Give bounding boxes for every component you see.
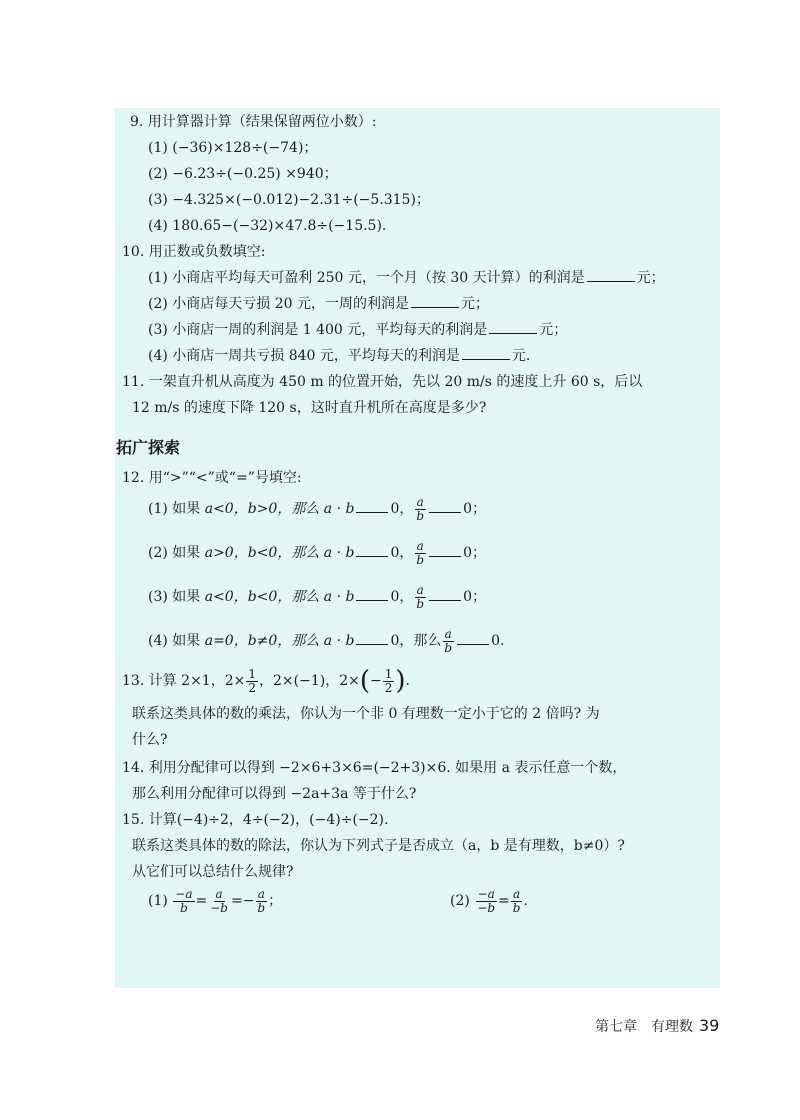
answer-blank[interactable]: [356, 555, 388, 557]
q12-item-2: (2) 如果 a>0，b<0，那么 a · b 0， $\frac{a}{b}$ 0；: [148, 539, 486, 567]
fraction-one-half: $\frac{1}{2}$: [384, 667, 393, 695]
q14-line-1: 14. 利用分配律可以得到 −2×6+3×6=(−2+3)×6. 如果用 a 表示任意一个数，: [122, 760, 627, 776]
fraction-a-over-b: $\frac{a}{b}$: [416, 495, 425, 523]
section-title: 拓广探索: [116, 438, 181, 457]
answer-blank[interactable]: [429, 599, 461, 601]
q12-heading: 12. 用“>”“<”或“=”号填空:: [122, 470, 302, 486]
fraction: $\frac{a}{b}$: [512, 887, 521, 915]
fraction-a-over-b: $\frac{a}{b}$: [416, 583, 425, 611]
q9-item-4: (4) 180.65−(−32)×47.8÷(−15.5).: [148, 218, 387, 234]
q10-item-2: (2) 小商店每天亏损 20 元，一周的利润是 元；: [148, 296, 489, 312]
fraction-one-half: $\frac{1}{2}$: [248, 667, 256, 695]
q15-line-2: 联系这类具体的数的除法，你认为下列式子是否成立（a，b 是有理数，b≠0）?: [132, 838, 625, 854]
q15-line-3: 从它们可以总结什么规律?: [132, 864, 294, 880]
fraction: $\frac{-a}{b}$: [175, 887, 193, 915]
chapter-title: 第七章 有理数: [595, 1019, 693, 1035]
answer-blank[interactable]: [462, 358, 510, 360]
q9-item-3: (3) −4.325×(−0.012)−2.31÷(−5.315)；: [148, 192, 430, 208]
answer-blank[interactable]: [356, 599, 388, 601]
answer-blank[interactable]: [429, 555, 461, 557]
fraction: $\frac{a}{-b}$: [210, 887, 228, 915]
q12-item-3: (3) 如果 a<0，b<0，那么 a · b 0， $\frac{a}{b}$ 0；: [148, 583, 486, 611]
answer-blank[interactable]: [429, 511, 461, 513]
q13-line-2: 联系这类具体的数的乘法，你认为一个非 0 有理数一定小于它的 2 倍吗? 为: [132, 706, 600, 722]
answer-blank[interactable]: [489, 332, 537, 334]
q15-formula-1: (1) $\frac{-a}{b}$ = $\frac{a}{-b}$ =− $\frac{a}{b}$ ；: [148, 887, 283, 915]
q13-line-3: 什么?: [132, 732, 168, 748]
q12-item-4: (4) 如果 a=0，b≠0，那么 a · b 0，那么 $\frac{a}{b}$ 0.: [148, 627, 505, 655]
q14-line-2: 那么利用分配律可以得到 −2a+3a 等于什么?: [132, 786, 417, 802]
answer-blank[interactable]: [356, 511, 388, 513]
q9-item-2: (2) −6.23÷(−0.25) ×940；: [148, 166, 338, 182]
answer-blank[interactable]: [457, 643, 489, 645]
answer-blank[interactable]: [356, 643, 388, 645]
q11-line-2: 12 m/s 的速度下降 120 s，这时直升机所在高度是多少?: [132, 400, 487, 416]
page-number: 39: [699, 1016, 720, 1035]
fraction: $\frac{-a}{-b}$: [477, 887, 496, 915]
q10-item-4: (4) 小商店一周共亏损 840 元，平均每天的利润是 元.: [148, 348, 531, 364]
fraction: $\frac{a}{b}$: [257, 887, 266, 915]
q11-line-1: 11. 一架直升机从高度为 450 m 的位置开始，先以 20 m/s 的速度上升 60 s，后以: [122, 374, 643, 390]
q10-item-3: (3) 小商店一周的利润是 1 400 元，平均每天的利润是 元；: [148, 322, 568, 338]
fraction-a-over-b: $\frac{a}{b}$: [444, 627, 453, 655]
q15-formula-2: (2) $\frac{-a}{-b}$ = $\frac{a}{b}$ .: [450, 887, 528, 915]
q10-heading: 10. 用正数或负数填空:: [122, 244, 266, 260]
q10-item-1: (1) 小商店平均每天可盈利 250 元，一个月（按 30 天计算）的利润是 元；: [148, 270, 665, 286]
q12-item-1: (1) 如果 a<0，b>0，那么 a · b 0， $\frac{a}{b}$ 0；: [148, 495, 486, 523]
q13-line-1: 13. 计算 2×1，2× $\frac{1}{2}$ ，2×(−1)，2×(− $\frac{1}{2}$ ).: [122, 666, 410, 697]
page-footer: [595, 1016, 719, 1036]
q9-item-1: (1) (−36)×128÷(−74)；: [148, 140, 318, 156]
answer-blank[interactable]: [587, 280, 635, 282]
fraction-a-over-b: $\frac{a}{b}$: [416, 539, 425, 567]
q15-line-1: 15. 计算(−4)÷2，4÷(−2)，(−4)÷(−2).: [122, 812, 389, 828]
answer-blank[interactable]: [411, 306, 459, 308]
q9-heading: 9. 用计算器计算（结果保留两位小数）:: [130, 114, 377, 130]
